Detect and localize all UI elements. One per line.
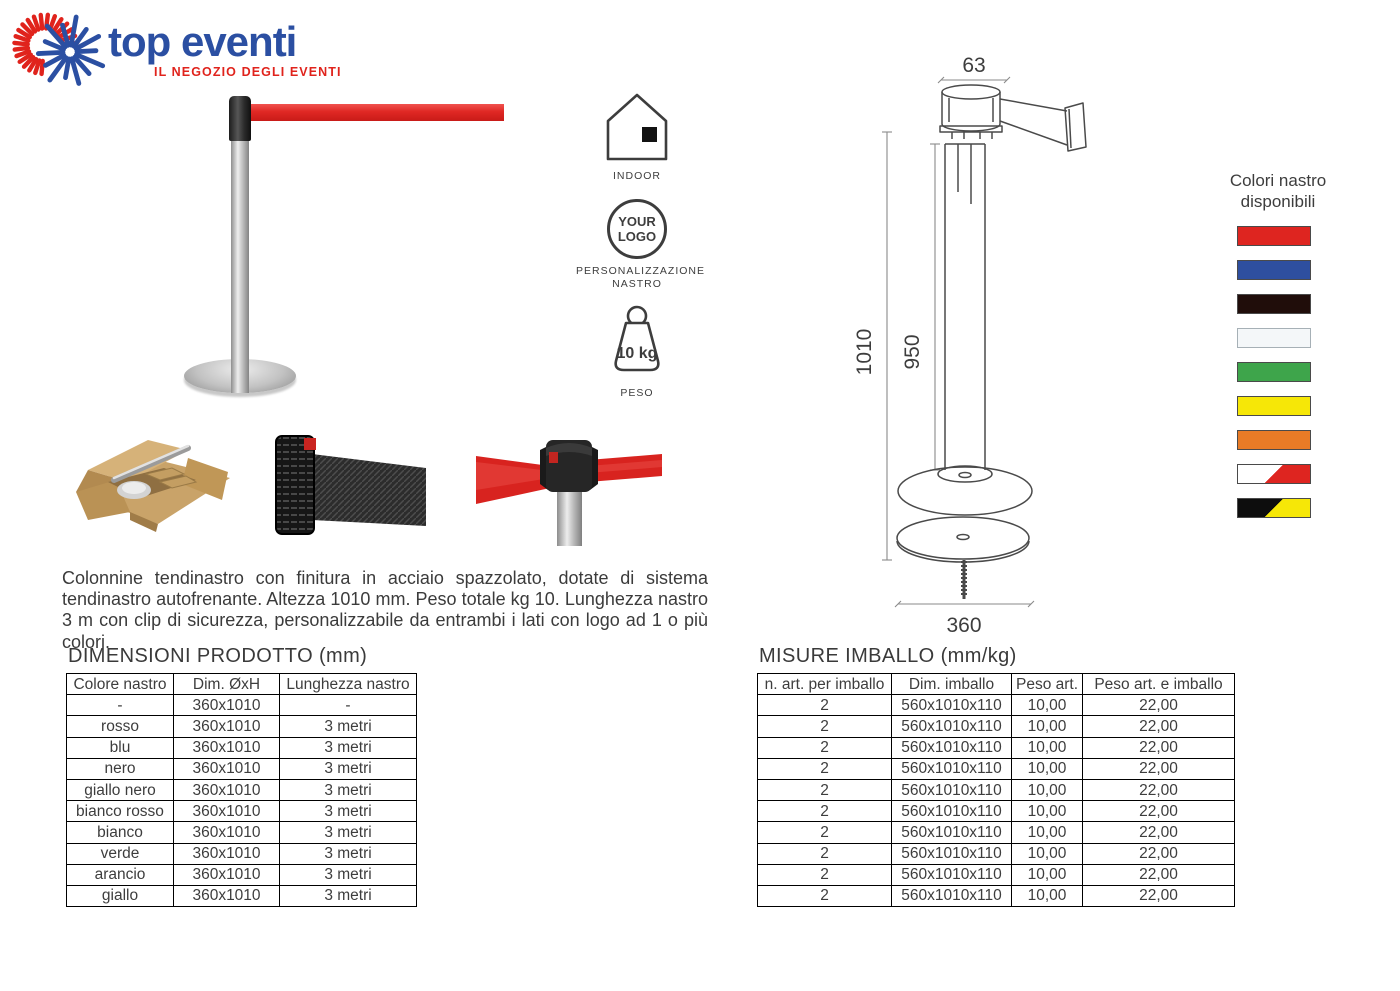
table-cell: giallo nero xyxy=(67,779,174,800)
table-cell: 560x1010x110 xyxy=(892,885,1012,906)
colors-title: Colori nastro disponibili xyxy=(1229,171,1327,211)
table-row xyxy=(67,822,417,843)
table-cell: 2 xyxy=(758,822,892,843)
table-row xyxy=(67,801,417,822)
table-row xyxy=(67,758,417,779)
table-row xyxy=(758,695,1235,716)
color-swatch-verde xyxy=(1237,362,1311,382)
dim-base-diameter: 360 xyxy=(946,614,982,637)
table-row xyxy=(67,695,417,716)
product-table-title: DIMENSIONI PRODOTTO (mm) xyxy=(68,645,368,667)
table-row xyxy=(758,864,1235,885)
column-header: Lunghezza nastro xyxy=(280,674,417,695)
table-cell: 560x1010x110 xyxy=(892,864,1012,885)
table-cell: 560x1010x110 xyxy=(892,758,1012,779)
stanchion-head xyxy=(229,96,251,141)
color-swatch-blu xyxy=(1237,260,1311,280)
table-cell: 3 metri xyxy=(280,801,417,822)
weight-value: 10 kg xyxy=(616,345,658,362)
color-swatch-bianco xyxy=(1237,328,1311,348)
table-cell: 560x1010x110 xyxy=(892,737,1012,758)
table-cell: bianco xyxy=(67,822,174,843)
table-cell: 10,00 xyxy=(1012,864,1083,885)
table-cell: 3 metri xyxy=(280,885,417,906)
brand-name: top eventi xyxy=(108,18,297,65)
table-cell: 2 xyxy=(758,843,892,864)
color-swatch-giallo xyxy=(1237,396,1311,416)
header-row xyxy=(758,674,1235,695)
table-cell: 22,00 xyxy=(1083,801,1235,822)
table-cell: verde xyxy=(67,843,174,864)
table-row xyxy=(758,737,1235,758)
column-header: Colore nastro xyxy=(67,674,174,695)
dim-total-height: 1010 xyxy=(853,328,876,376)
product-description: Colonnine tendinastro con finitura in acciaio spazzolato, dotate di sistema tendinastro autofrenante. Altezza 1010 mm. Peso totale kg 10. Lunghezza nastro 3 m con clip di sicurezza, personalizzabile da entrambi i lati con logo ad 1 o più colori. xyxy=(62,568,708,652)
color-swatch-nero-giallo xyxy=(1237,498,1311,518)
table-cell: 360x1010 xyxy=(174,885,280,906)
packaging-measures-table xyxy=(757,673,1235,907)
table-row xyxy=(67,737,417,758)
table-cell: 360x1010 xyxy=(174,695,280,716)
column-header: Peso art. xyxy=(1012,674,1083,695)
table-cell: 22,00 xyxy=(1083,885,1235,906)
column-header: n. art. per imballo xyxy=(758,674,892,695)
packaging-box-photo xyxy=(64,428,240,544)
table-cell: 3 metri xyxy=(280,864,417,885)
table-cell: 22,00 xyxy=(1083,716,1235,737)
table-cell: 2 xyxy=(758,737,892,758)
table-cell: 560x1010x110 xyxy=(892,716,1012,737)
table-row xyxy=(758,801,1235,822)
stanchion-pole xyxy=(231,101,249,393)
table-row xyxy=(67,716,417,737)
belt-colors-panel xyxy=(1228,170,1328,532)
table-cell: bianco rosso xyxy=(67,801,174,822)
indoor-label: INDOOR xyxy=(613,170,661,182)
table-cell: 360x1010 xyxy=(174,779,280,800)
dim-head-width: 63 xyxy=(962,54,986,77)
technical-drawing xyxy=(840,52,1090,644)
product-dimensions-section xyxy=(66,645,417,907)
table-cell: 560x1010x110 xyxy=(892,779,1012,800)
feature-icons-column xyxy=(572,92,706,400)
table-cell: 360x1010 xyxy=(174,801,280,822)
packaging-measures-section xyxy=(757,645,1235,907)
table-cell: 360x1010 xyxy=(174,864,280,885)
stanchion-red-belt xyxy=(246,104,504,121)
table-cell: 3 metri xyxy=(280,822,417,843)
table-cell: 2 xyxy=(758,716,892,737)
brand-tagline: IL NEGOZIO DEGLI EVENTI xyxy=(154,65,342,79)
weight-icon xyxy=(602,305,672,379)
personalization-label: PERSONALIZZAZIONE NASTRO xyxy=(576,265,706,290)
table-cell: 22,00 xyxy=(1083,737,1235,758)
column-header: Dim. imballo xyxy=(892,674,1012,695)
table-row xyxy=(758,843,1235,864)
table-cell: 3 metri xyxy=(280,779,417,800)
table-cell: 3 metri xyxy=(280,758,417,779)
table-cell: 3 metri xyxy=(280,737,417,758)
table-row xyxy=(758,716,1235,737)
house-icon xyxy=(604,92,670,162)
table-cell: 10,00 xyxy=(1012,737,1083,758)
table-row xyxy=(758,885,1235,906)
color-swatch-list xyxy=(1237,226,1311,518)
color-swatch-bianco-rosso xyxy=(1237,464,1311,484)
table-cell: 10,00 xyxy=(1012,716,1083,737)
table-cell: arancio xyxy=(67,864,174,885)
color-swatch-rosso xyxy=(1237,226,1311,246)
personalization-feature xyxy=(572,199,706,291)
red-belt-head-photo xyxy=(476,426,662,546)
table-row xyxy=(67,864,417,885)
table-cell: 2 xyxy=(758,758,892,779)
table-row xyxy=(758,779,1235,800)
column-header: Dim. ØxH xyxy=(174,674,280,695)
table-cell: 360x1010 xyxy=(174,737,280,758)
table-cell: 10,00 xyxy=(1012,695,1083,716)
table-cell: 360x1010 xyxy=(174,716,280,737)
table-cell: 560x1010x110 xyxy=(892,843,1012,864)
table-cell: 22,00 xyxy=(1083,822,1235,843)
table-cell: 10,00 xyxy=(1012,779,1083,800)
color-swatch-nero xyxy=(1237,294,1311,314)
brand-logo xyxy=(6,4,346,94)
column-header: Peso art. e imballo xyxy=(1083,674,1235,695)
starburst-logo-icon xyxy=(8,6,108,92)
black-belt-photo xyxy=(266,428,432,546)
table-cell: 2 xyxy=(758,864,892,885)
table-cell: 3 metri xyxy=(280,843,417,864)
table-cell: 560x1010x110 xyxy=(892,822,1012,843)
table-cell: 10,00 xyxy=(1012,843,1083,864)
product-dimensions-table xyxy=(66,673,417,907)
dim-pole-height: 950 xyxy=(901,334,924,370)
table-row xyxy=(758,758,1235,779)
table-cell: rosso xyxy=(67,716,174,737)
table-row xyxy=(67,843,417,864)
packaging-table-title: MISURE IMBALLO (mm/kg) xyxy=(759,645,1017,667)
table-cell: 360x1010 xyxy=(174,843,280,864)
weight-label: PESO xyxy=(620,387,654,399)
table-cell: 2 xyxy=(758,695,892,716)
table-cell: - xyxy=(280,695,417,716)
your-logo-text: YOUR LOGO xyxy=(617,214,657,244)
table-cell: 10,00 xyxy=(1012,758,1083,779)
table-cell: 22,00 xyxy=(1083,758,1235,779)
table-cell: 360x1010 xyxy=(174,822,280,843)
table-cell: giallo xyxy=(67,885,174,906)
table-row xyxy=(67,885,417,906)
table-cell: 10,00 xyxy=(1012,822,1083,843)
color-swatch-arancio xyxy=(1237,430,1311,450)
header-row xyxy=(67,674,417,695)
table-row xyxy=(758,822,1235,843)
table-cell: - xyxy=(67,695,174,716)
table-cell: 22,00 xyxy=(1083,695,1235,716)
table-cell: 560x1010x110 xyxy=(892,695,1012,716)
table-cell: 10,00 xyxy=(1012,885,1083,906)
weight-feature xyxy=(572,305,702,400)
your-logo-icon xyxy=(607,199,667,259)
table-cell: 3 metri xyxy=(280,716,417,737)
table-cell: 22,00 xyxy=(1083,843,1235,864)
table-row xyxy=(67,779,417,800)
indoor-feature xyxy=(572,92,702,183)
table-cell: 2 xyxy=(758,779,892,800)
stanchion-product-photo xyxy=(180,85,530,410)
table-cell: nero xyxy=(67,758,174,779)
table-cell: 360x1010 xyxy=(174,758,280,779)
table-cell: 22,00 xyxy=(1083,779,1235,800)
table-cell: 2 xyxy=(758,885,892,906)
table-cell: 10,00 xyxy=(1012,801,1083,822)
table-cell: blu xyxy=(67,737,174,758)
table-cell: 22,00 xyxy=(1083,864,1235,885)
table-cell: 2 xyxy=(758,801,892,822)
table-cell: 560x1010x110 xyxy=(892,801,1012,822)
